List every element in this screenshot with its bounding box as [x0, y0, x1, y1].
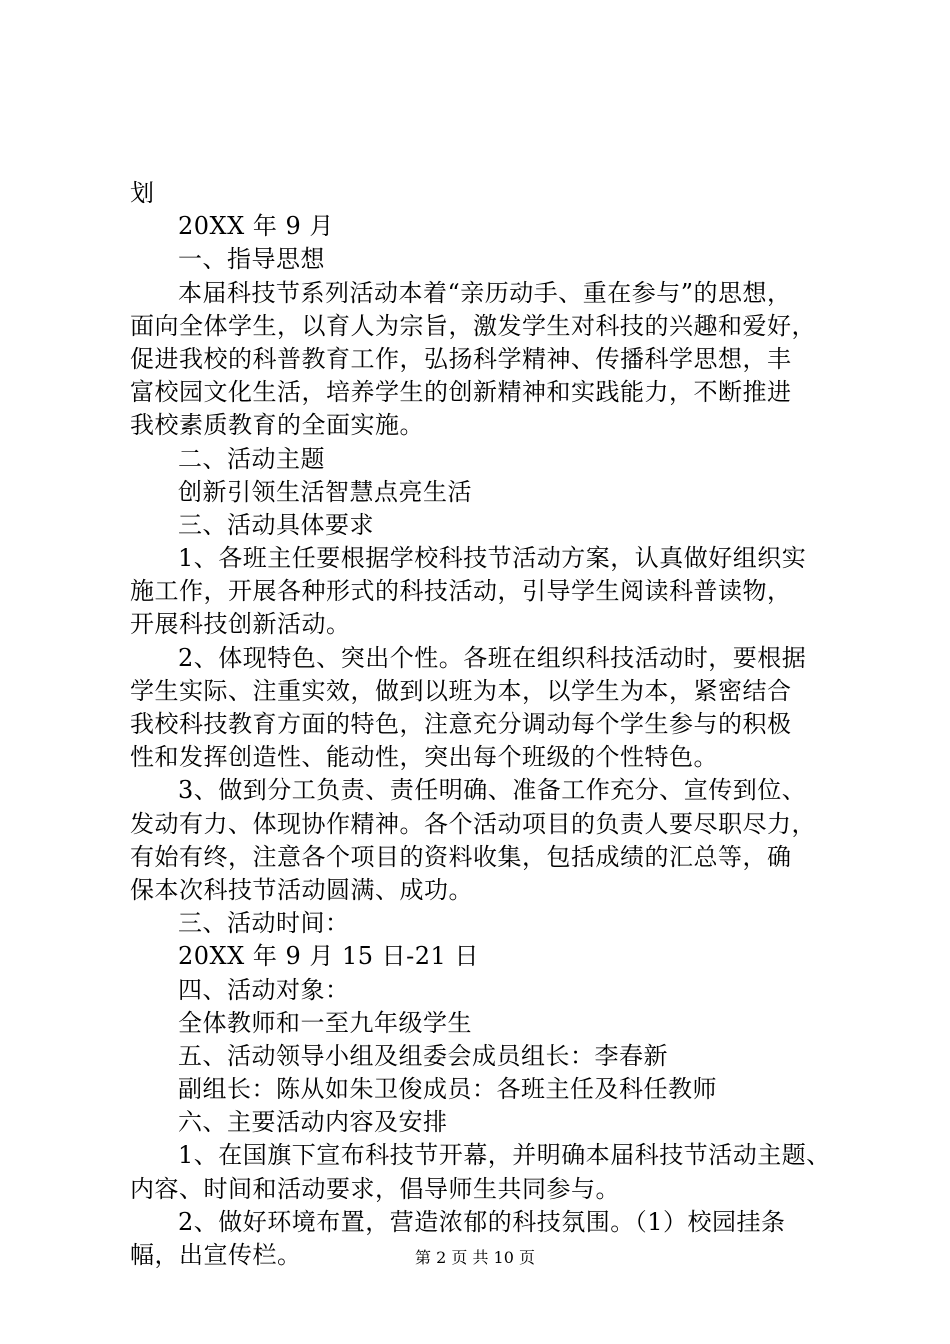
text-line: 开展科技创新活动。 [130, 610, 351, 639]
text-line: 内容、时间和活动要求，倡导师生共同参与。 [130, 1174, 620, 1203]
text-line: 2、做好环境布置，营造浓郁的科技氛围。（1）校园挂条 [178, 1207, 786, 1236]
text-line: 一、指导思想 [178, 245, 325, 274]
text-line: 20XX 年 9 月 [178, 212, 334, 241]
text-line: 性和发挥创造性、能动性，突出每个班级的个性特色。 [130, 743, 718, 772]
text-line: 六、主要活动内容及安排 [178, 1108, 448, 1137]
text-line: 五、活动领导小组及组委会成员组长：李春新 [178, 1041, 668, 1070]
page-footer: 第 2 页 共 10 页 [415, 1248, 535, 1267]
text-line: 发动有力、体现协作精神。各个活动项目的负责人要尽职尽力， [130, 809, 816, 838]
text-line: 我校素质教育的全面实施。 [130, 411, 424, 440]
text-line: 20XX 年 9 月 15 日-21 日 [178, 942, 479, 971]
text-line: 1、在国旗下宣布科技节开幕，并明确本届科技节活动主题、 [178, 1141, 831, 1170]
text-line: 二、活动主题 [178, 444, 325, 473]
text-line: 幅，出宣传栏。 [130, 1241, 302, 1269]
text-line: 面向全体学生，以育人为宗旨，激发学生对科技的兴趣和爱好， [130, 311, 816, 340]
text-line: 副组长：陈从如朱卫俊成员：各班主任及科任教师 [178, 1075, 717, 1104]
text-line: 富校园文化生活，培养学生的创新精神和实践能力，不断推进 [130, 378, 792, 407]
text-line: 本届科技节系列活动本着“亲历动手、重在参与”的思想， [178, 278, 792, 307]
text-line: 划 [130, 179, 155, 207]
text-line: 促进我校的科普教育工作，弘扬科学精神、传播科学思想，丰 [130, 344, 792, 373]
text-line: 创新引领生活智慧点亮生活 [178, 477, 472, 506]
text-line: 3、做到分工负责、责任明确、准备工作充分、宣传到位、 [178, 776, 807, 805]
text-line: 我校科技教育方面的特色，注意充分调动每个学生参与的积极 [130, 710, 792, 738]
text-line: 四、活动对象： [178, 975, 350, 1004]
text-line: 三、活动具体要求 [178, 510, 374, 539]
text-line: 保本次科技节活动圆满、成功。 [130, 875, 473, 904]
text-line: 全体教师和一至九年级学生 [178, 1008, 472, 1037]
text-line: 施工作，开展各种形式的科技活动，引导学生阅读科普读物， [130, 577, 792, 606]
text-line: 学生实际、注重实效，做到以班为本，以学生为本，紧密结合 [130, 676, 792, 705]
text-line: 三、活动时间： [178, 909, 350, 938]
document-body [130, 177, 830, 1272]
text-line: 1、各班主任要根据学校科技节活动方案，认真做好组织实 [178, 544, 807, 573]
text-line: 有始有终，注意各个项目的资料收集，包括成绩的汇总等，确 [130, 842, 792, 871]
text-line: 2、体现特色、突出个性。各班在组织科技活动时，要根据 [178, 643, 807, 672]
